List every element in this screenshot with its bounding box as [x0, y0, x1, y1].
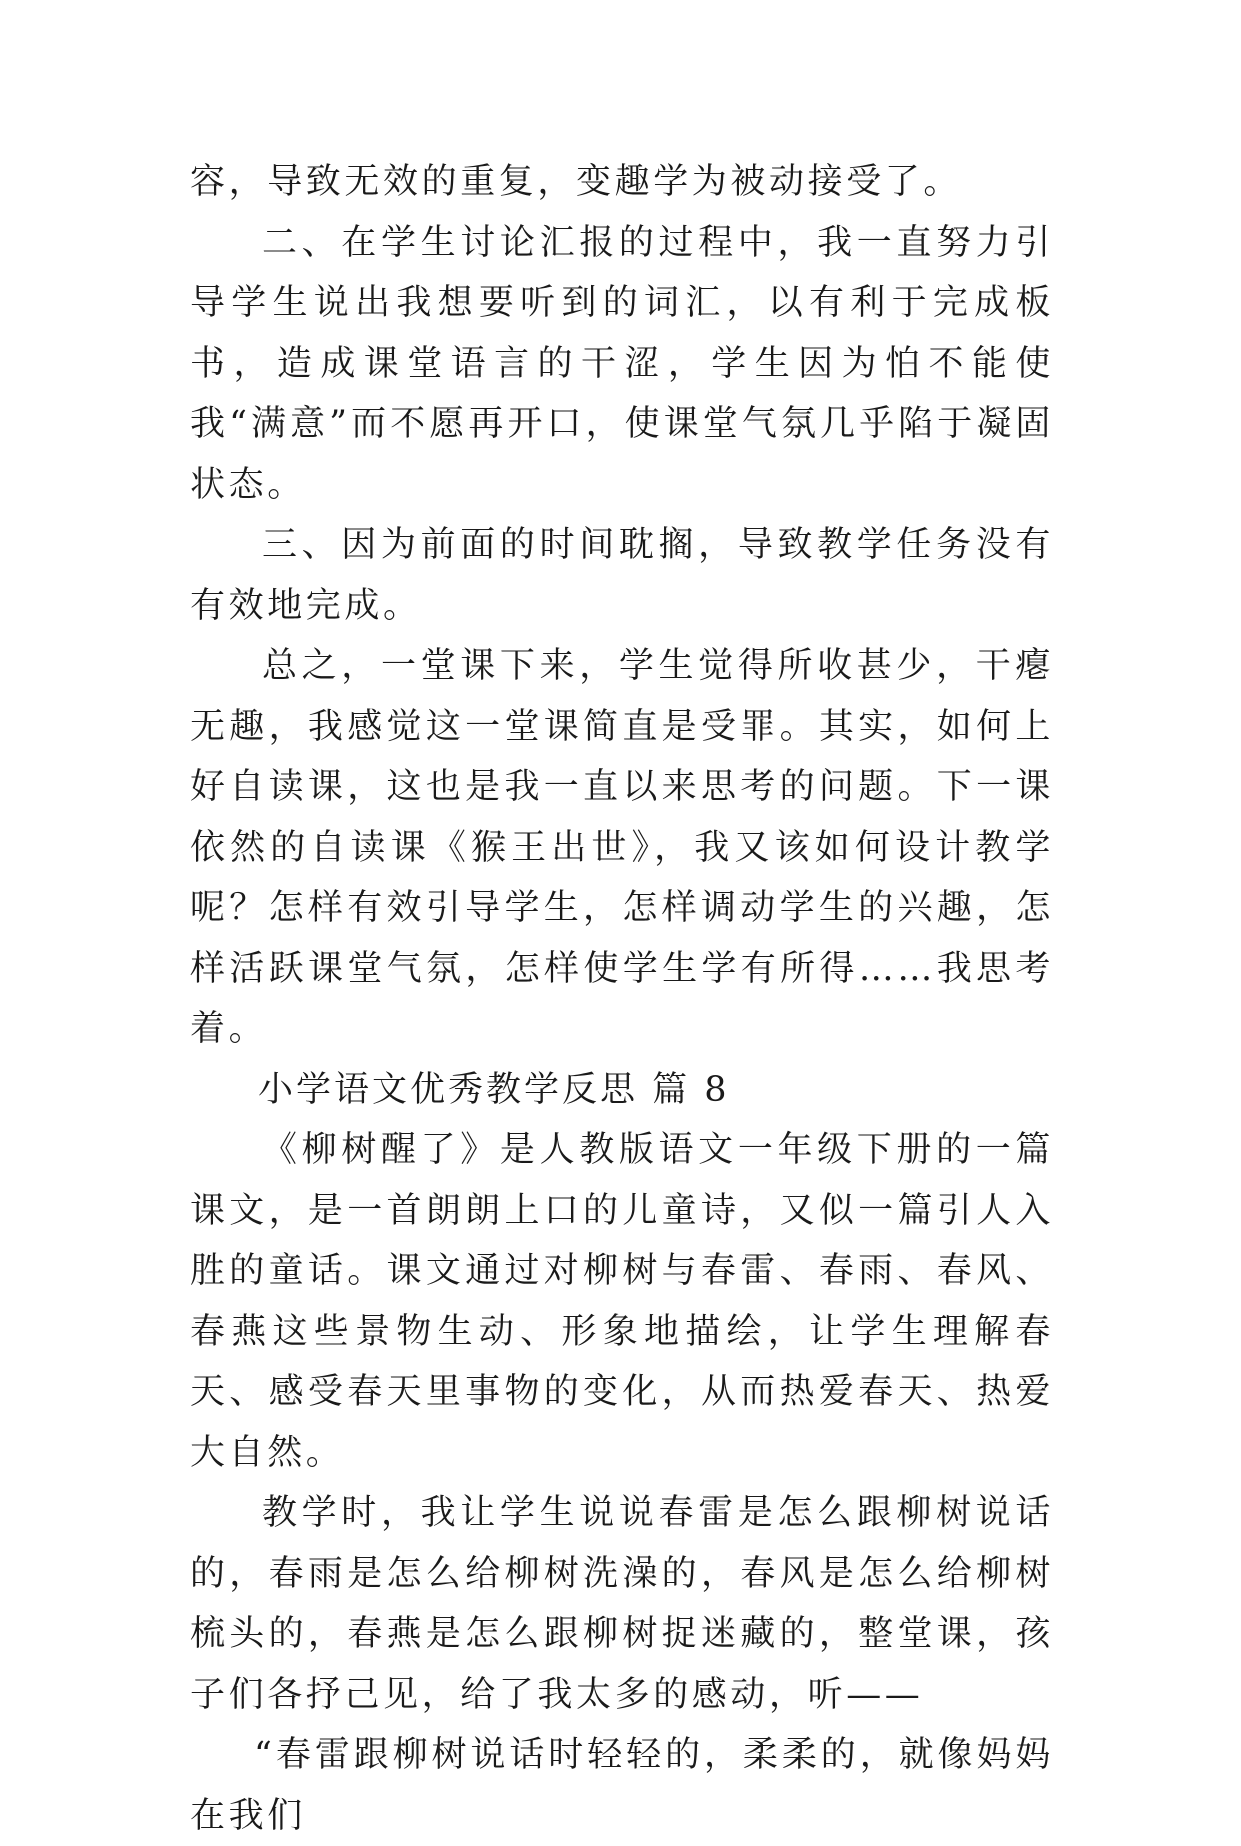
paragraph-quote: “春雷跟柳树说话时轻轻的，柔柔的，就像妈妈在我们 — [190, 1735, 1054, 1836]
paragraph-continuation: 容，导致无效的重复，变趣学为被动接受了。 — [190, 162, 963, 202]
paragraph-lesson-intro: 《柳树醒了》是人教版语文一年级下册的一篇课文，是一首朗朗上口的儿童诗，又似一篇引人入胜的童话。课文通过对柳树与春雷、春雨、春风、春燕这些景物生动、形象地描绘，让学生理解春天、感受春天里事物的变化，从而热爱春天、热爱大自然。 — [190, 1130, 1054, 1473]
paragraph-teaching: 教学时，我让学生说说春雷是怎么跟柳树说话的，春雨是怎么给柳树洗澡的，春风是怎么给柳树梳头的，春燕是怎么跟柳树捉迷藏的，整堂课，孩子们各抒己见，给了我太多的感动，听—— — [190, 1493, 1054, 1715]
paragraph-summary: 总之，一堂课下来，学生觉得所收甚少，干瘪无趣，我感觉这一堂课简直是受罪。其实，如何上好自读课，这也是我一直以来思考的问题。下一课依然的自读课《猴王出世》，我又该如何设计教学呢？怎样有效引导学生，怎样调动学生的兴趣，怎样活跃课堂气氛，怎样使学生学有所得……我思考着。 — [190, 646, 1054, 1049]
section-heading: 小学语文优秀教学反思 篇 8 — [258, 1069, 730, 1110]
paragraph-point-three: 三、因为前面的时间耽搁，导致教学任务没有有效地完成。 — [190, 525, 1054, 626]
paragraph-point-two: 二、在学生讨论汇报的过程中，我一直努力引导学生说出我想要听到的词汇，以有利于完成板书，造成课堂语言的干涩，学生因为怕不能使我“满意”而不愿再开口，使课堂气氛几乎陷于凝固状态。 — [190, 222, 1054, 505]
document-body — [190, 152, 1054, 1846]
